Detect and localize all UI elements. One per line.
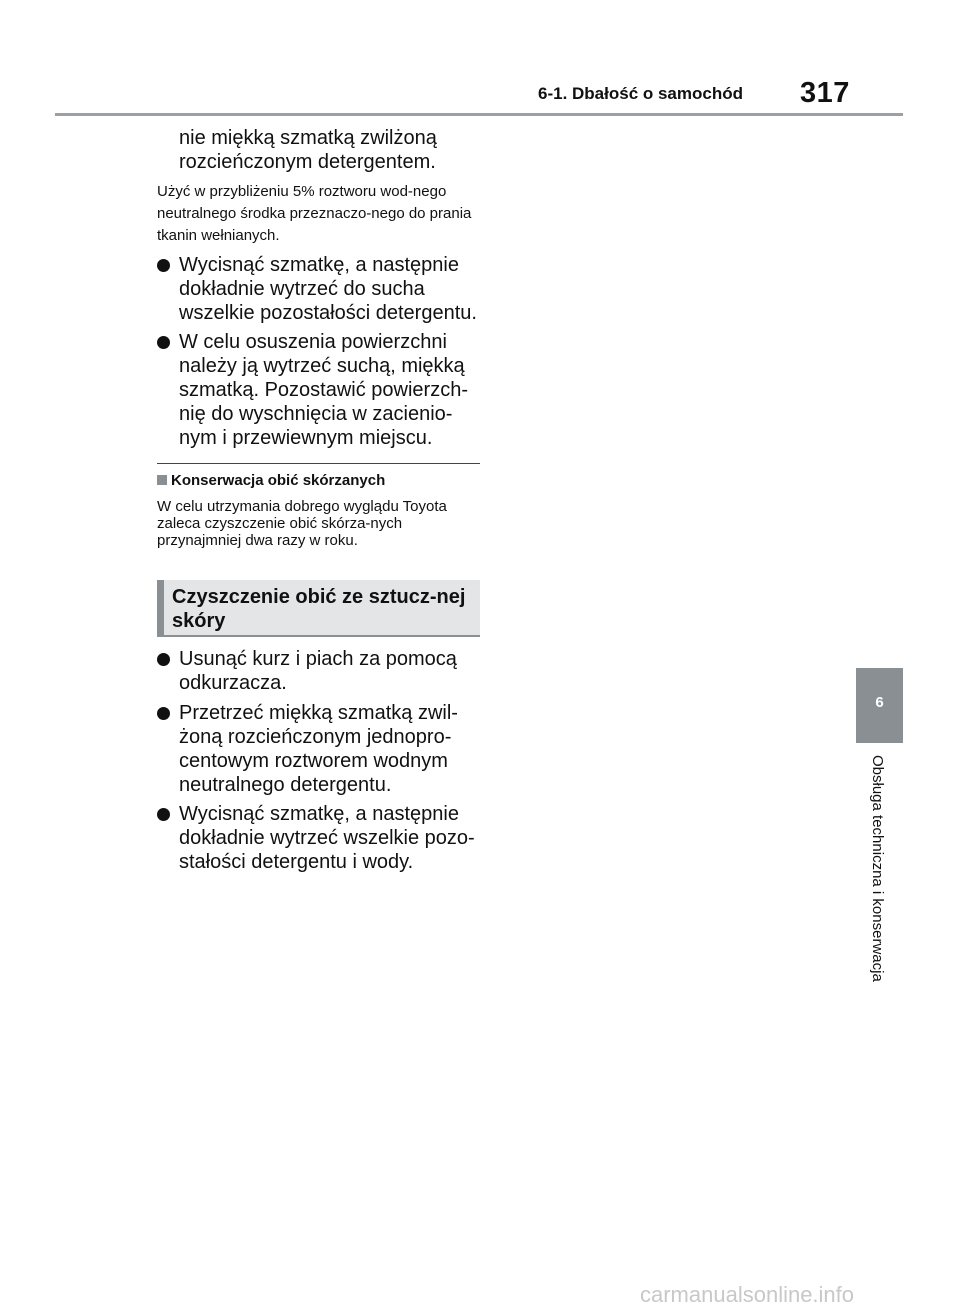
section-header: 6-1. Dbałość o samochód	[538, 84, 743, 103]
list-item	[157, 253, 487, 325]
bullet-icon	[157, 653, 170, 666]
section-title-accent	[157, 580, 164, 635]
list-item	[157, 802, 487, 874]
page-number: 317	[800, 77, 850, 109]
subsection-heading-text: Konserwacja obić skórzanych	[171, 472, 386, 489]
list-item-text: W celu osuszenia powierzchni należy ją wytrzeć suchą, miękką szmatką. Pozostawić powierzch-nię do wyschnięcia w zacienio-nym i przewiewnym miejscu.	[179, 331, 468, 449]
list-item-text: Wycisnąć szmatkę, a następnie dokładnie wytrzeć do sucha wszelkie pozostałości detergentu.	[179, 254, 477, 324]
section-title-box	[157, 580, 480, 637]
list-item	[157, 701, 487, 797]
bullet-icon	[157, 808, 170, 821]
continued-paragraph: nie miękką szmatką zwilżoną rozcieńczonym detergentem.	[179, 127, 437, 173]
chapter-label: Obsługa techniczna i konserwacja	[869, 755, 886, 982]
list-item-text: Przetrzeć miękką szmatką zwil-żoną rozcieńczonym jednopro-centowym roztworem wodnym neutralnego detergentu.	[179, 702, 458, 796]
list-item	[157, 647, 487, 695]
watermark: carmanualsonline.info	[640, 1282, 855, 1307]
bullet-icon	[157, 259, 170, 272]
header-divider	[55, 113, 903, 116]
square-marker-icon	[157, 475, 167, 485]
chapter-tab	[856, 668, 903, 743]
list-item	[157, 330, 487, 450]
solution-note: Użyć w przybliżeniu 5% roztworu wod-nego neutralnego środka przeznaczo-nego do prania tkanin wełnianych.	[157, 183, 472, 244]
bullet-icon	[157, 707, 170, 720]
list-item-text: Usunąć kurz i piach za pomocą odkurzacza.	[179, 648, 457, 694]
list-item-text: Wycisnąć szmatkę, a następnie dokładnie wytrzeć wszelkie pozo-stałości detergentu i wody.	[179, 803, 475, 873]
subsection-heading	[157, 472, 385, 489]
subsection-divider	[157, 463, 480, 464]
section-title: Czyszczenie obić ze sztucz-nej skóry	[172, 586, 466, 632]
bullet-icon	[157, 336, 170, 349]
subsection-body: W celu utrzymania dobrego wyglądu Toyota zaleca czyszczenie obić skórza-nych przynajmniej dwa razy w roku.	[157, 498, 447, 549]
chapter-number: 6	[875, 694, 884, 711]
